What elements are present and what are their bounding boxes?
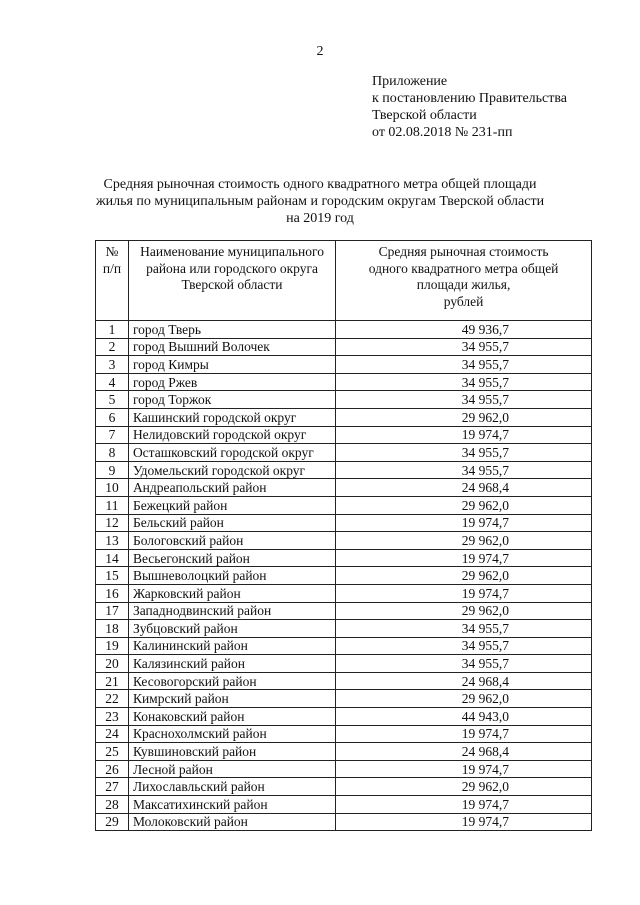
row-name: Жарковский район <box>128 584 335 602</box>
document-title <box>60 176 580 227</box>
row-name: Молоковский район <box>128 813 335 831</box>
header-price-line: площади жилья, <box>416 277 511 292</box>
table-row <box>96 602 592 620</box>
row-price: 34 955,7 <box>336 655 592 673</box>
page-number: 2 <box>316 44 324 59</box>
row-price: 29 962,0 <box>336 602 592 620</box>
table-row <box>96 391 592 409</box>
row-name: Кашинский городской округ <box>128 408 335 426</box>
table-row <box>96 479 592 497</box>
row-number: 22 <box>96 690 129 708</box>
row-number: 17 <box>96 602 129 620</box>
row-number: 26 <box>96 760 129 778</box>
row-price: 24 968,4 <box>336 479 592 497</box>
row-number: 12 <box>96 514 129 532</box>
header-name-line: Тверской области <box>181 277 283 292</box>
row-name: Удомельский городской округ <box>128 461 335 479</box>
table-row <box>96 672 592 690</box>
table-row <box>96 532 592 550</box>
table-row <box>96 725 592 743</box>
row-price: 24 968,4 <box>336 743 592 761</box>
row-name: Кесовогорский район <box>128 672 335 690</box>
title-line: жилья по муниципальным районам и городским округам Тверской области <box>95 194 545 209</box>
row-price: 29 962,0 <box>336 408 592 426</box>
row-name: Максатихинский район <box>128 796 335 814</box>
table-row <box>96 778 592 796</box>
row-price: 19 974,7 <box>336 514 592 532</box>
row-number: 21 <box>96 672 129 690</box>
row-name: город Торжок <box>128 391 335 409</box>
row-number: 29 <box>96 813 129 831</box>
table-row <box>96 356 592 374</box>
row-number: 19 <box>96 637 129 655</box>
row-price: 29 962,0 <box>336 778 592 796</box>
row-price: 19 974,7 <box>336 584 592 602</box>
header-num-line: п/п <box>102 260 122 276</box>
row-name: Лихославльский район <box>128 778 335 796</box>
table-row <box>96 813 592 831</box>
row-name: Западнодвинский район <box>128 602 335 620</box>
row-name: Бологовский район <box>128 532 335 550</box>
row-number: 6 <box>96 408 129 426</box>
row-price: 29 962,0 <box>336 690 592 708</box>
table-row <box>96 338 592 356</box>
table-row <box>96 760 592 778</box>
row-price: 44 943,0 <box>336 708 592 726</box>
row-number: 11 <box>96 496 129 514</box>
table-row <box>96 426 592 444</box>
row-name: Весьегонский район <box>128 549 335 567</box>
row-price: 29 962,0 <box>336 496 592 514</box>
row-price: 19 974,7 <box>336 426 592 444</box>
row-price: 19 974,7 <box>336 549 592 567</box>
row-price: 34 955,7 <box>336 461 592 479</box>
table-row <box>96 708 592 726</box>
table-header-row <box>96 241 592 321</box>
row-name: Андреапольский район <box>128 479 335 497</box>
row-name: Калязинский район <box>128 655 335 673</box>
header-price-line: рублей <box>443 293 484 309</box>
row-number: 25 <box>96 743 129 761</box>
appendix-line: от 02.08.2018 № 231-пп <box>372 125 513 140</box>
row-price: 19 974,7 <box>336 796 592 814</box>
table-row <box>96 461 592 479</box>
row-number: 28 <box>96 796 129 814</box>
row-name: Бежецкий район <box>128 496 335 514</box>
table-body <box>96 321 592 831</box>
appendix-line: Приложение <box>372 74 448 89</box>
row-price: 34 955,7 <box>336 373 592 391</box>
row-number: 10 <box>96 479 129 497</box>
row-name: город Вышний Волочек <box>128 338 335 356</box>
header-price-line: одного квадратного метра общей <box>368 260 559 276</box>
row-name: Кувшиновский район <box>128 743 335 761</box>
row-price: 24 968,4 <box>336 672 592 690</box>
row-price: 19 974,7 <box>336 813 592 831</box>
price-table <box>95 240 592 831</box>
row-name: город Кимры <box>128 356 335 374</box>
table-row <box>96 655 592 673</box>
row-number: 3 <box>96 356 129 374</box>
header-name-line: Наименование муниципального <box>140 244 324 259</box>
row-number: 18 <box>96 620 129 638</box>
header-price-line: Средняя рыночная стоимость <box>378 244 549 259</box>
header-name-line: района или городского округа <box>146 260 318 276</box>
title-line: на 2019 год <box>286 211 354 226</box>
row-number: 20 <box>96 655 129 673</box>
row-price: 34 955,7 <box>336 356 592 374</box>
row-number: 24 <box>96 725 129 743</box>
table-row <box>96 444 592 462</box>
row-name: Бельский район <box>128 514 335 532</box>
row-number: 8 <box>96 444 129 462</box>
row-number: 5 <box>96 391 129 409</box>
table-row <box>96 373 592 391</box>
header-name <box>128 241 335 321</box>
row-number: 27 <box>96 778 129 796</box>
row-name: Осташковский городской округ <box>128 444 335 462</box>
row-price: 19 974,7 <box>336 725 592 743</box>
row-number: 1 <box>96 321 129 339</box>
row-number: 7 <box>96 426 129 444</box>
row-price: 34 955,7 <box>336 391 592 409</box>
row-number: 14 <box>96 549 129 567</box>
title-line: Средняя рыночная стоимость одного квадратного метра общей площади <box>103 177 537 192</box>
row-number: 2 <box>96 338 129 356</box>
row-number: 4 <box>96 373 129 391</box>
header-price <box>336 241 592 321</box>
header-num <box>96 241 129 321</box>
row-price: 49 936,7 <box>336 321 592 339</box>
row-name: Конаковский район <box>128 708 335 726</box>
row-name: Кимрский район <box>128 690 335 708</box>
row-name: Краснохолмский район <box>128 725 335 743</box>
row-name: город Ржев <box>128 373 335 391</box>
row-name: город Тверь <box>128 321 335 339</box>
table-row <box>96 637 592 655</box>
row-name: Зубцовский район <box>128 620 335 638</box>
appendix-line: к постановлению Правительства <box>372 91 568 106</box>
row-price: 34 955,7 <box>336 444 592 462</box>
row-name: Калининский район <box>128 637 335 655</box>
table-row <box>96 567 592 585</box>
table-row <box>96 796 592 814</box>
table-row <box>96 321 592 339</box>
row-name: Нелидовский городской округ <box>128 426 335 444</box>
row-price: 34 955,7 <box>336 637 592 655</box>
table-row <box>96 743 592 761</box>
row-number: 9 <box>96 461 129 479</box>
row-price: 34 955,7 <box>336 338 592 356</box>
appendix-block <box>372 73 567 141</box>
row-price: 34 955,7 <box>336 620 592 638</box>
table-row <box>96 690 592 708</box>
header-num-line: № <box>105 244 119 259</box>
row-name: Вышневолоцкий район <box>128 567 335 585</box>
table-row <box>96 584 592 602</box>
row-number: 23 <box>96 708 129 726</box>
row-name: Лесной район <box>128 760 335 778</box>
table-row <box>96 620 592 638</box>
row-number: 13 <box>96 532 129 550</box>
row-number: 16 <box>96 584 129 602</box>
row-price: 29 962,0 <box>336 567 592 585</box>
row-price: 29 962,0 <box>336 532 592 550</box>
table-row <box>96 408 592 426</box>
row-price: 19 974,7 <box>336 760 592 778</box>
row-number: 15 <box>96 567 129 585</box>
appendix-line: Тверской области <box>372 108 477 123</box>
table-row <box>96 496 592 514</box>
table-row <box>96 549 592 567</box>
table-row <box>96 514 592 532</box>
